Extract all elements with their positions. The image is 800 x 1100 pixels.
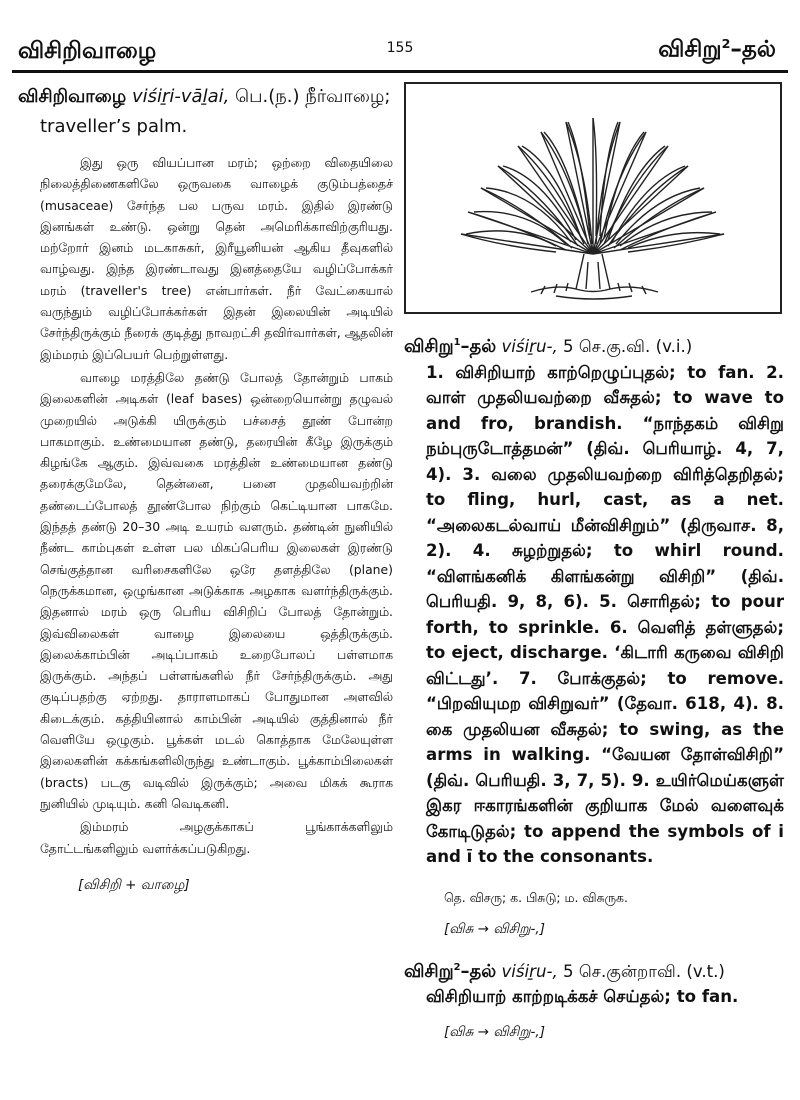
entry-visiru-1 bbox=[404, 330, 784, 870]
transliteration: viśiṟi-vāḻai, bbox=[131, 86, 230, 107]
headword: விசிறு$^1$–தல் bbox=[404, 336, 497, 357]
grammar-class: 5 செ.குன்றாவி. (v.t.) bbox=[563, 961, 725, 981]
entry-visirivazhai bbox=[18, 82, 393, 142]
sense: 8. கை முதலியன வீசுதல்; to swing, as the arms in walking. “வேயன தோள்விசிறி” (திவ். பெரியதி. 3, 7, 5). bbox=[426, 694, 784, 790]
sense: 9. உயிர்மெய்களுள் இகர ஈகாரங்களின் குறியாக மேல் வளைவுக் கோடிடுதல்; to append the symbols of i and ī to the consonants. bbox=[426, 770, 784, 866]
entry-body bbox=[18, 152, 393, 859]
page-header bbox=[0, 0, 800, 66]
headword: விசிறிவாழை bbox=[18, 86, 127, 107]
etymology: [விசிறி + வாழை] bbox=[78, 876, 190, 893]
transliteration: viśiṟu-, bbox=[501, 961, 558, 981]
grammar-class: 5 செ.கு.வி. (v.i.) bbox=[563, 337, 693, 356]
paragraph: வாழை மரத்திலே தண்டு போலத் தோன்றும் பாகம் இலைகளின் அடிகள் (leaf bases) ஒன்றையொன்று தழுவல் முறையில் அடுக்கி யிருக்கும் பச்சைத் தூண் போன்ற பாகமாகும். உண்மையான தண்டு, தரையின் கீழே இருக்கும் கிழங்கே ஆகும். இவ்வகை மரத்தின் உண்மையான தண்டு தரைக்குமேலே, தென்னை, பனை முதலியவற்றின் தண்டைப்போலத் தூண்போல நிற்கும் கெட்டியான பாகமே. இந்தத் தண்டு 20–30 அடி உயரம் வளரும். தண்டின் நுனியில் நீண்ட காம்புகள் உள்ள பல மிகப்பெரிய இலைகள் இரண்டு செங்குத்தான வரிசைகளிலே ஒரே தளத்திலே (plane) நெருக்கமான, ஒழுங்கான அடுக்காக அழகாக வளர்ந்திருக்கும். இதனால் மரம் ஒரு பெரிய விசிறிப் போலத் தோன்றும். இவ்விலைகள் வாழை இலையை ஒத்திருக்கும். இலைக்காம்பின் அடிப்பாகம் உறைபோலப் பள்ளமாக இருக்கும். அந்தப் பள்ளங்களில் நீர் சேர்ந்திருக்கும். அது குடிப்பதற்கு ஏற்றது. தாராளமாகப் போதுமான அளவில் கிடைக்கும். கத்தியினால் காம்பின் அடியில் குத்தினால் நீர் வெளியே ஒழுகும். பூக்கள் மடல் கொத்தாக மேலேயுள்ள இலைகளின் கக்கங்களிலிருந்து உண்டாகும். பூக்காம்பிலைகள் (bracts) படகு வடிவில் இருக்கும்; அவை மிகக் கூராக நுனியில் முடியும். கனி வெடிகனி. bbox=[40, 369, 393, 811]
sense: 5. சொரிதல்; to pour forth, to sprinkle. bbox=[426, 592, 784, 637]
sense: 1. விசிறியாற் காற்றெழுப்புதல்; to fan. bbox=[426, 362, 767, 382]
definition: விசிறியாற் காற்றடிக்கச் செய்தல்; to fan. bbox=[426, 987, 739, 1006]
illustration-frame bbox=[404, 82, 782, 314]
page-number: 155 bbox=[386, 40, 414, 56]
etymology: [விசு → விசிறு-,] bbox=[444, 1023, 545, 1040]
right-column bbox=[404, 82, 784, 1042]
header-left-word: விசிறிவாழை bbox=[18, 38, 157, 64]
left-column bbox=[18, 82, 393, 895]
sense: 3. வலை முதலியவற்றை விரித்தெறிதல்; to fling, hurl, cast, as a net. “அலைகடல்வாய் மீன்விசிறும்” (திருவாச. 8, 2). bbox=[426, 464, 784, 560]
sense-list bbox=[404, 360, 784, 870]
transliteration: viśiṟu-, bbox=[501, 337, 558, 356]
sense: 6. வெளித் தள்ளுதல்; to eject, discharge. ‘கிடாரி கருவை விசிறி விட்டது’. bbox=[426, 617, 784, 688]
header-rule bbox=[12, 70, 788, 73]
gloss-english: traveller’s palm. bbox=[40, 116, 188, 137]
headword: விசிறு$^2$–தல் bbox=[404, 960, 497, 982]
sense: 4. சுழற்றுதல்; to whirl round. “விளங்கனிக் கிளங்கன்று விசிறி” (திவ். பெரியதி. 9, 8, 6). bbox=[426, 541, 784, 611]
sense: 7. போக்குதல்; to remove. “பிறவியுமற விசிறுவர்” (தேவா. 618, 4). bbox=[426, 668, 784, 713]
travellers-palm-illustration bbox=[406, 84, 780, 312]
gloss-tamil: நீர்வாழை; bbox=[305, 86, 391, 107]
paragraph: இம்மரம் அழகுக்காகப் பூங்காக்களிலும் தோட்டங்களிலும் வளர்க்கப்படுகிறது. bbox=[40, 819, 393, 856]
paragraph: இது ஒரு வியப்பான மரம்; ஒற்றை விதையிலை நிலைத்திணைகளிலே ஒருவகை வாழைக் குடும்பத்தைச் (musaceae) சேர்ந்த பல பருவ மரம். இதில் இரண்டு இனங்கள் உண்டு. ஒன்று தென் அமெரிக்காவிற்குரியது. மற்றோர் இனம் மடகாசுகர், இரீயூனியன் ஆகிய தீவுகளில் வாழ்வது. இந்த இரண்டாவது இனத்தையே வழிப்போக்கர் மரம் (traveller's tree) என்பார்கள். நீர் வேட்கையால் வருந்தும் வழிப்போக்கர்கள் இதன் இலையின் அடியில் சேர்ந்திருக்கும் நீரைக் குடித்து நாவறட்சி தவிர்வார்கள், ஆதலின் இம்மரம் இப்பெயர் பெற்றுள்ளது. bbox=[40, 155, 393, 362]
sense: 2. வாள் முதலியவற்றை வீசுதல்; to wave to and fro, brandish. “நாந்தகம் விசிறு நம்புருடோத்தமன்” (திவ். பெரியாழ். 4, 7, 4). bbox=[426, 362, 784, 484]
cognates: தெ. விசரு; க. பிசுடு; ம. விசுருக. bbox=[444, 889, 628, 905]
header-right-word: விசிறு$^2$–தல் bbox=[658, 36, 776, 63]
part-of-speech: பெ.(ந.) bbox=[235, 86, 300, 107]
etymology: [விசு → விசிறு-,] bbox=[444, 920, 545, 937]
entry-visiru-2 bbox=[404, 955, 784, 1010]
